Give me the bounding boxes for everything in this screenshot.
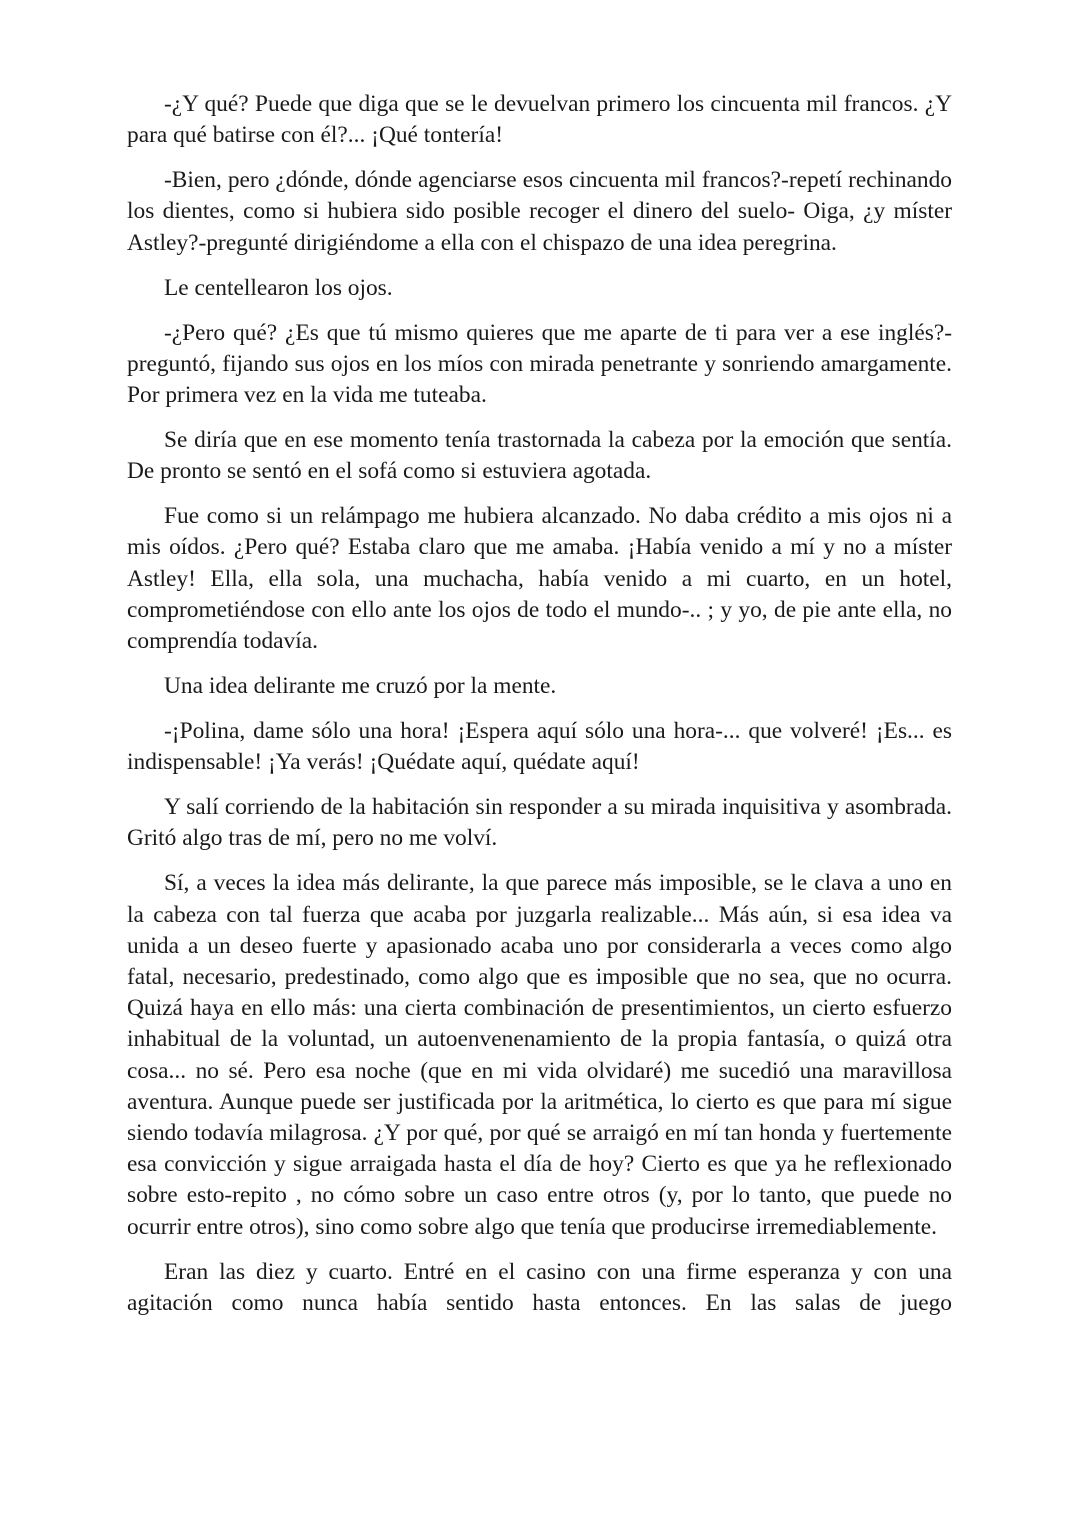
paragraph-continued: Eran las diez y cuarto. Entré en el casino con una firme esperanza y con una agitación como nunca había sentido hasta entonces. En las salas de juego xyxy=(127,1258,952,1316)
document-page xyxy=(127,89,952,1319)
paragraph: -¿Y qué? Puede que diga que se le devuelvan primero los cincuenta mil francos. ¿Y para qué batirse con él?... ¡Qué tontería! xyxy=(127,91,952,149)
paragraph: Y salí corriendo de la habitación sin responder a su mirada inquisitiva y asombrada. Gritó algo tras de mí, pero no me volví. xyxy=(127,794,952,852)
paragraph: Le centellearon los ojos. xyxy=(164,274,393,301)
paragraph: -Bien, pero ¿dónde, dónde agenciarse esos cincuenta mil francos?-repetí rechinando los dientes, como si hubiera sido posible recoger el dinero del suelo- Oiga, ¿y míster Astley?-pregunté dirigiéndome a ella con el chispazo de una idea peregrina. xyxy=(127,167,952,256)
paragraph: Se diría que en ese momento tenía trastornada la cabeza por la emoción que sentía. De pronto se sentó en el sofá como si estuviera agotada. xyxy=(127,427,952,485)
paragraph: -¿Pero qué? ¿Es que tú mismo quieres que me aparte de ti para ver a ese inglés?-preguntó, fijando sus ojos en los míos con mirada penetrante y sonriendo amargamente. Por primera vez en la vida me tuteaba. xyxy=(127,319,952,409)
paragraph: -¡Polina, dame sólo una hora! ¡Espera aquí sólo una hora-... que volveré! ¡Es... es indispensable! ¡Ya verás! ¡Quédate aquí, quédate aquí! xyxy=(127,718,952,776)
paragraph: Sí, a veces la idea más delirante, la que parece más imposible, se le clava a uno en la cabeza con tal fuerza que acaba por juzgarla realizable... Más aún, si esa idea va unida a un deseo fuerte y apasionado acaba uno por considerarla a veces como algo fatal, necesario, predestinado, como algo que es imposible que no sea, que no ocurra. Quizá haya en ello más: una cierta combinación de presentimientos, un cierto esfuerzo inhabitual de la voluntad, un autoenvenenamiento de la propia fantasía, o quizá otra cosa... no sé. Pero esa noche (que en mi vida olvidaré) me sucedió una maravillosa aventura. Aunque puede ser justificada por la aritmética, lo cierto es que para mí sigue siendo todavía milagrosa. ¿Y por qué, por qué se arraigó en mí tan honda y fuertemente esa convicción y sigue arraigada hasta el día de hoy? Cierto es que ya he reflexionado sobre esto-repito , no cómo sobre un caso entre otros (y, por lo tanto, que puede no ocurrir entre otros), sino como sobre algo que tenía que producirse irremediablemente. xyxy=(127,870,952,1240)
paragraph: Una idea delirante me cruzó por la mente. xyxy=(164,673,557,700)
paragraph: Fue como si un relámpago me hubiera alcanzado. No daba crédito a mis ojos ni a mis oídos. ¿Pero qué? Estaba claro que me amaba. ¡Había venido a mí y no a míster Astley! Ella, ella sola, una muchacha, había venido a mi cuarto, en un hotel, comprometiéndose con ello ante los ojos de todo el mundo-.. ; y yo, de pie ante ella, no comprendía todavía. xyxy=(127,503,952,655)
